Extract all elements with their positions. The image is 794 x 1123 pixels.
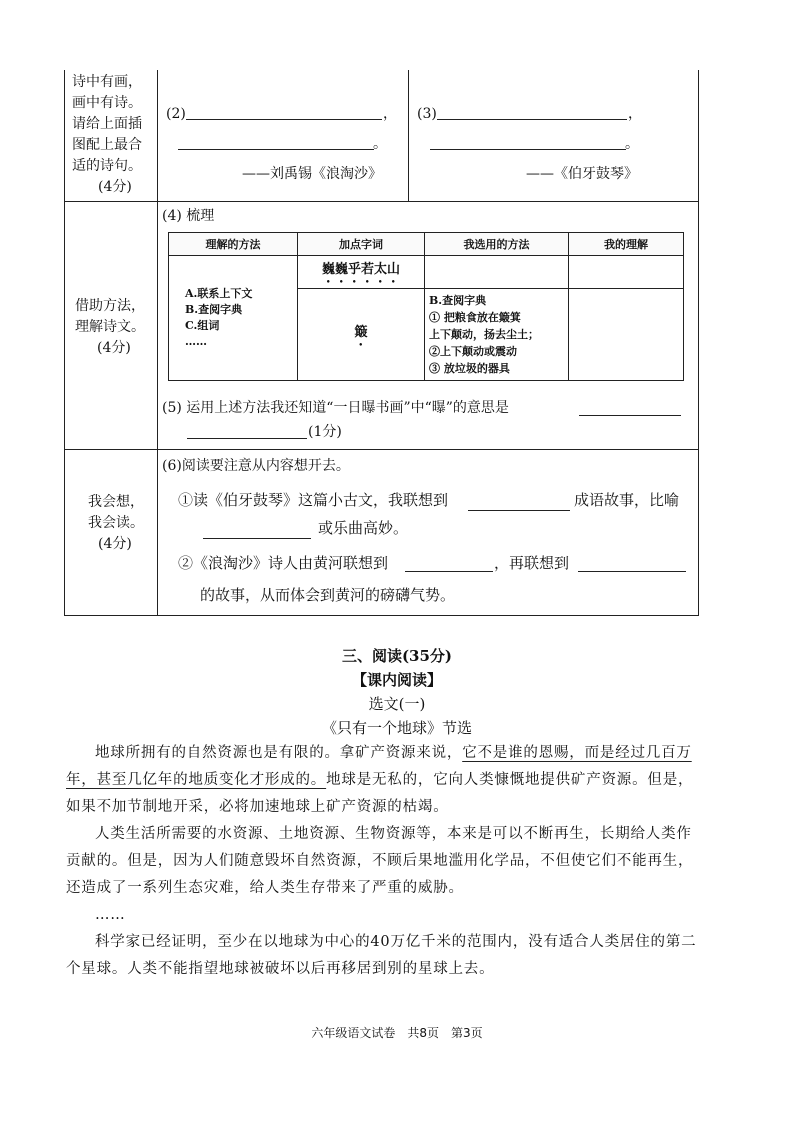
table-border-right	[698, 70, 699, 615]
row3-label-points: (4分)	[98, 536, 132, 552]
passage-title: 《只有一个地球》节选	[321, 719, 472, 737]
q5-blank-line-2[interactable]	[187, 438, 307, 439]
item3-comma: ，	[628, 106, 642, 122]
row1-label-line: 适的诗句。	[72, 158, 142, 174]
q6-part1-blank-2[interactable]	[203, 538, 311, 539]
row1-label-line: 诗中有画，	[72, 74, 142, 90]
item3-source: ——《伯牙鼓琴》	[526, 166, 638, 182]
table-border-left	[64, 70, 65, 615]
method-item: ……	[185, 335, 207, 348]
table-border-bottom	[64, 615, 699, 616]
item2-period: 。	[373, 136, 387, 152]
header-my-understanding: 我的理解	[569, 233, 684, 256]
q6-part2-b: ，再联想到	[494, 554, 570, 572]
passage-p1-underlined: 它不是谁的恩赐，而是经过几百万年，甚至几亿年的地质变化才形成的。	[66, 745, 692, 788]
item3-blank-line-1[interactable]	[437, 119, 627, 120]
method-table	[168, 232, 684, 381]
chosen-method-cell-2	[425, 289, 569, 381]
table-row-divider-1	[64, 201, 699, 202]
row3-label-line: 我会读。	[88, 515, 144, 531]
passage-ellipsis: ……	[95, 907, 126, 923]
item2-blank-line-1[interactable]	[186, 119, 382, 120]
dotted-word-2: 簸	[354, 324, 368, 340]
passage	[66, 740, 698, 983]
q6-part2-c: 的故事，从而体会到黄河的磅礴气势。	[200, 586, 456, 604]
q5-text: (5) 运用上述方法我还知道“一日曝书画”中“曝”的意思是	[162, 400, 509, 416]
chosen-line: 上下颠动，扬去尘土；	[429, 328, 539, 341]
passage-p1-end: 地球是无私的，它向人类慷慨地提供矿产资源。但是，如果不加节制地开采，必将加速地球上矿产资源的枯竭。	[66, 772, 694, 815]
q6-part2-blank-2[interactable]	[578, 571, 686, 572]
row1-label-points: (4分)	[98, 179, 132, 195]
item3-period: 。	[625, 136, 639, 152]
chosen-line: B.查阅字典	[429, 294, 487, 307]
q4-title: (4) 梳理	[162, 208, 215, 224]
method-item: A.联系上下文	[185, 287, 253, 300]
q6-part2-blank-1[interactable]	[405, 571, 493, 572]
row3-label	[88, 492, 156, 555]
passage-paragraph-2: 人类生活所需要的水资源、土地资源、生物资源等，本来是可以不断再生，长期给人类作贡献的。但是，因为人们随意毁坏自然资源，不顾后果地滥用化学品，不但使它们不能再生，还造成了一系列生态灾难，给人类生存带来了严重的威胁。	[66, 826, 694, 896]
row3-label-line: 我会想，	[88, 494, 144, 510]
page-footer: 六年级语文试卷 共8页 第3页	[311, 1026, 483, 1040]
q6-part1-blank-1[interactable]	[468, 510, 570, 511]
table-divider-row1-middle	[408, 70, 409, 201]
word-cell-1	[298, 256, 425, 289]
item3-number: (3)	[417, 106, 437, 122]
table-divider-label	[157, 70, 158, 615]
method-item: C.组词	[185, 319, 220, 332]
word-cell-2	[298, 289, 425, 381]
q5-blank-line-1[interactable]	[579, 415, 681, 416]
q6-part2-a: ②《浪淘沙》诗人由黄河联想到	[178, 554, 389, 572]
understanding-cell-1[interactable]	[569, 256, 684, 289]
row1-label-line: 画中有诗。	[72, 95, 142, 111]
passage-paragraph-3: 科学家已经证明，至少在以地球为中心的40万亿千米的范围内，没有适合人类居住的第二个星球。人类不能指望地球被破坏以后再移居到别的星球上去。	[66, 934, 697, 977]
q6-part1-c: 或乐曲高妙。	[318, 519, 409, 537]
header-dotted-word: 加点字词	[298, 233, 425, 256]
selection-label: 选文(一)	[368, 695, 426, 713]
header-chosen-method: 我选用的方法	[425, 233, 569, 256]
row1-label	[72, 72, 156, 198]
table-row-divider-2	[64, 449, 699, 450]
item3-blank-line-2[interactable]	[430, 149, 626, 150]
item2-comma: ，	[383, 106, 397, 122]
item2-blank-line-2[interactable]	[178, 149, 374, 150]
understanding-cell-2[interactable]	[569, 289, 684, 381]
chosen-line: ②上下颠动或震动	[429, 345, 517, 358]
method-item: B.查阅字典	[185, 303, 243, 316]
passage-p1-start: 地球所拥有的自然资源也是有限的。拿矿产资源来说，	[95, 745, 463, 761]
row2-label-points: (4分)	[97, 340, 131, 356]
item2-number: (2)	[166, 106, 186, 122]
item2-source: ——刘禹锡《浪淘沙》	[242, 166, 382, 182]
dotted-word-1: 巍巍乎若太山	[321, 262, 400, 277]
chosen-line: ③ 放垃圾的器具	[429, 362, 510, 375]
row2-label-line: 借助方法，	[75, 298, 145, 314]
row1-label-line: 请给上面插	[72, 116, 142, 132]
row2-label-line: 理解诗文。	[75, 319, 145, 335]
row2-label	[75, 296, 157, 359]
passage-paragraph-1	[66, 740, 698, 821]
q5-points: (1分)	[308, 424, 342, 440]
row1-label-line: 图配上最合	[72, 137, 142, 153]
section-heading: 三、阅读(35分)	[341, 647, 453, 665]
chosen-method-cell-1[interactable]	[425, 256, 569, 289]
chosen-line: ① 把粮食放在簸箕	[429, 311, 521, 324]
q6-part1-a: ①读《伯牙鼓琴》这篇小古文，我联想到	[178, 491, 449, 509]
q6-title: (6)阅读要注意从内容想开去。	[162, 458, 350, 474]
q6-part1-b: 成语故事，比喻	[574, 491, 680, 509]
section-subheading: 【课内阅读】	[351, 671, 442, 689]
header-method: 理解的方法	[169, 233, 298, 256]
methods-cell	[169, 256, 298, 381]
